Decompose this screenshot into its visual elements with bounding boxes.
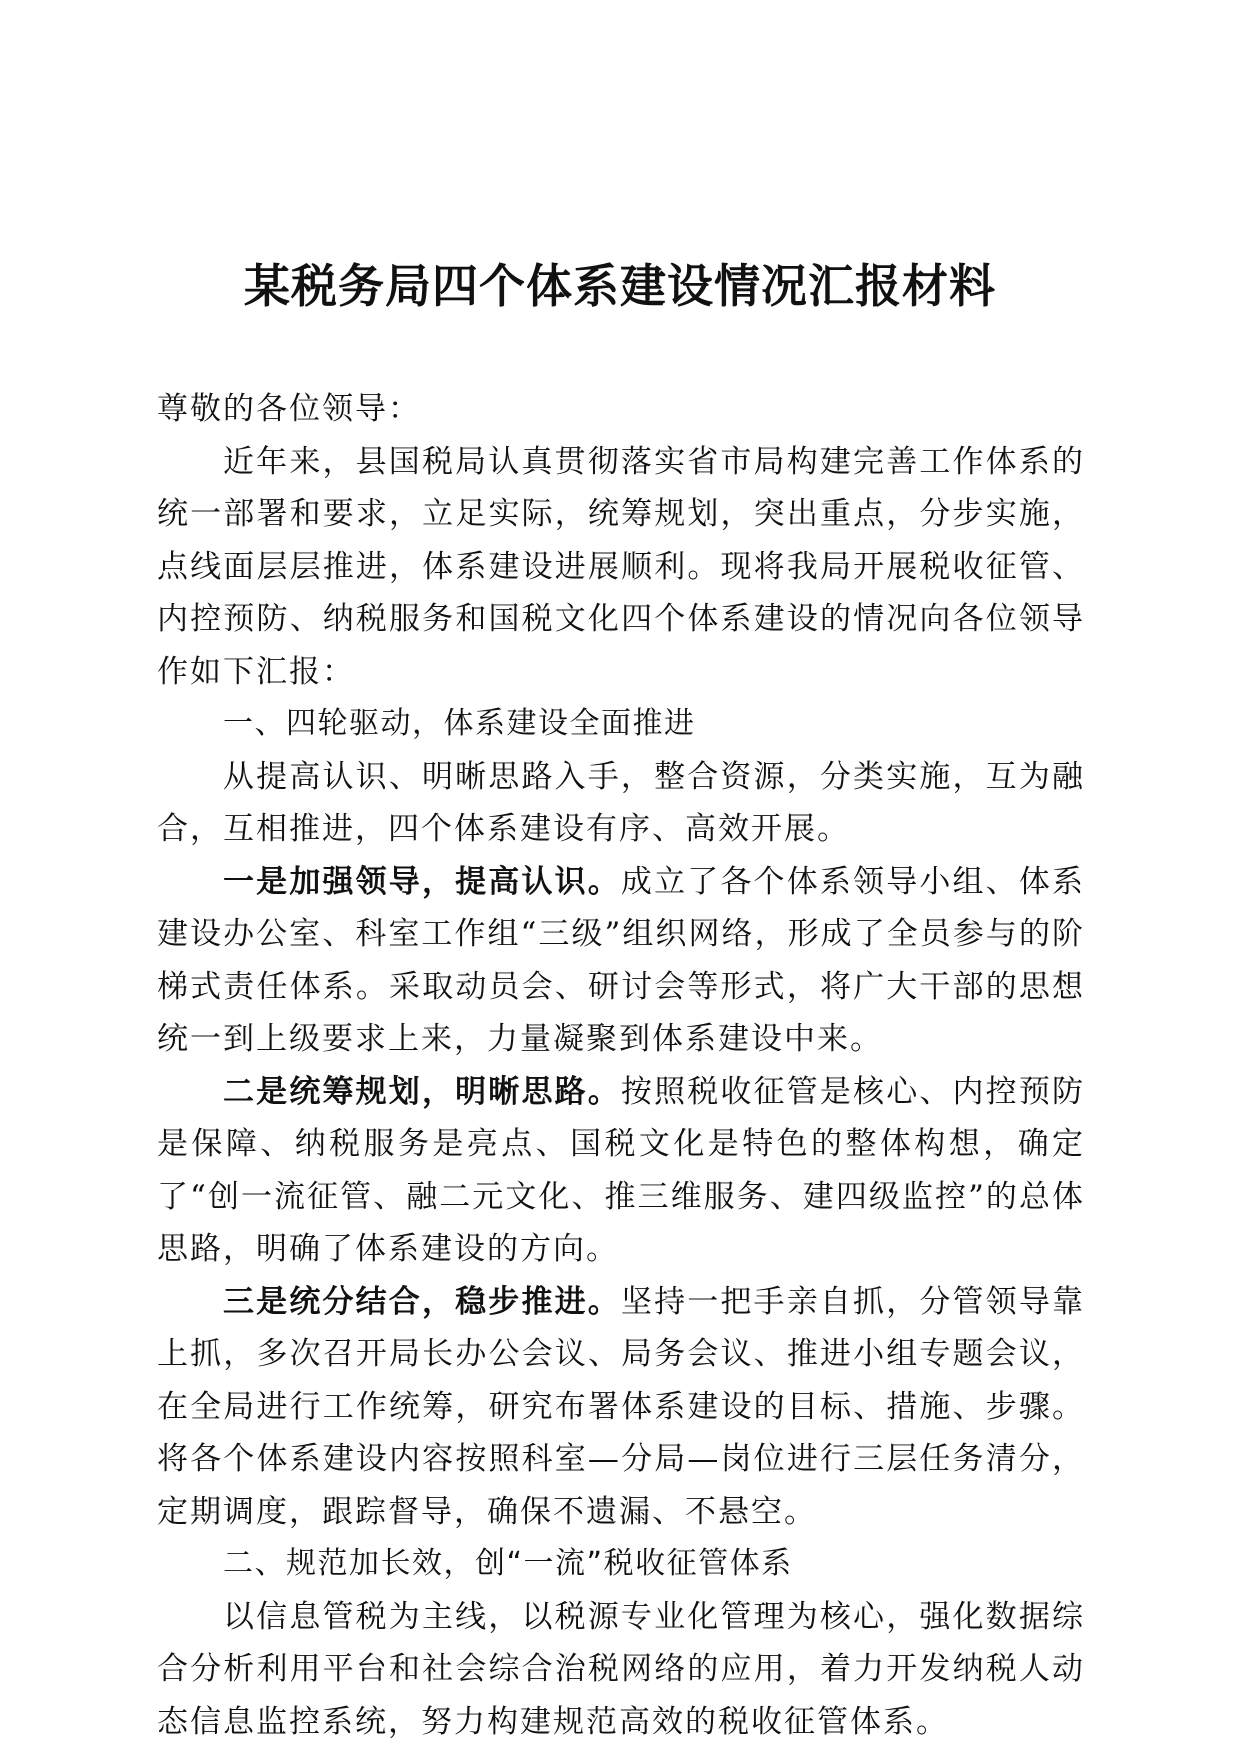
- point-1-lead: 一是加强领导，提高认识。: [223, 863, 621, 900]
- section-1-heading: 一、四轮驱动，体系建设全面推进: [223, 706, 696, 741]
- document-body: [157, 383, 1085, 1748]
- section-1-point-3: [157, 1276, 1085, 1539]
- section-2-heading: 二、规范加长效，创“一流”税收征管体系: [223, 1546, 793, 1581]
- section-1-point-2: [157, 1066, 1085, 1276]
- section-1-point-1: [157, 856, 1085, 1066]
- section-2-intro: 以信息管税为主线，以税源专业化管理为核心，强化数据综合分析利用平台和社会综合治税网络的应用，着力开发纳税人动态信息监控系统，努力构建规范高效的税收征管体系。: [157, 1598, 1085, 1740]
- point-2-text: 按照税收征管是核心、内控预防是保障、纳税服务是亮点、国税文化是特色的整体构想，确定了“创一流征管、融二元文化、推三维服务、建四级监控”的总体思路，明确了体系建设的方向。: [157, 1073, 1086, 1267]
- point-2-lead: 二是统筹规划，明晰思路。: [223, 1073, 621, 1110]
- salutation: 尊敬的各位领导：: [157, 391, 421, 427]
- point-1-text: 成立了各个体系领导小组、体系建设办公室、科室工作组“三级”组织网络，形成了全员参与的阶梯式责任体系。采取动员会、研讨会等形式，将广大干部的思想统一到上级要求上来，力量凝聚到体系建设中来。: [157, 863, 1086, 1057]
- point-3-text: 坚持一把手亲自抓，分管领导靠上抓，多次召开局长办公会议、局务会议、推进小组专题会议，在全局进行工作统筹，研究布署体系建设的目标、措施、步骤。将各个体系建设内容按照科室—分局—岗位进行三层任务清分，定期调度，跟踪督导，确保不遗漏、不悬空。: [157, 1283, 1086, 1530]
- point-3-lead: 三是统分结合，稳步推进。: [223, 1283, 621, 1320]
- section-1-intro: 从提高认识、明晰思路入手，整合资源，分类实施，互为融合，互相推进，四个体系建设有序、高效开展。: [157, 758, 1085, 847]
- intro-paragraph: 近年来，县国税局认真贯彻落实省市局构建完善工作体系的统一部署和要求，立足实际，统筹规划，突出重点，分步实施，点线面层层推进，体系建设进展顺利。现将我局开展税收征管、内控预防、纳税服务和国税文化四个体系建设的情况向各位领导作如下汇报：: [157, 443, 1085, 690]
- document-title: 某税务局四个体系建设情况汇报材料: [244, 259, 996, 313]
